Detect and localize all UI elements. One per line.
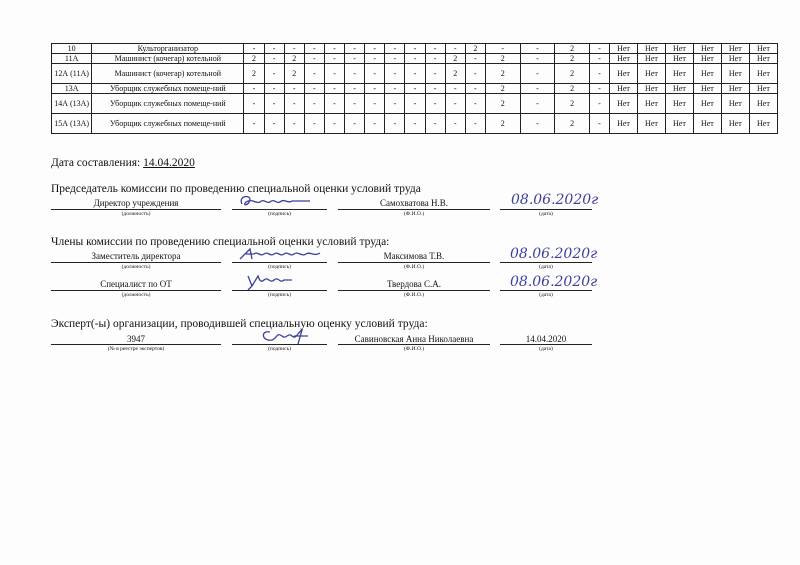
table-cell: - xyxy=(365,94,385,114)
table-cell: - xyxy=(589,94,609,114)
expert-name-rule xyxy=(338,344,490,345)
table-cell: - xyxy=(520,44,555,54)
table-cell: - xyxy=(465,64,485,84)
table-cell: Нет xyxy=(610,64,638,84)
table-cell: - xyxy=(445,44,465,54)
table-cell: - xyxy=(385,94,405,114)
table-cell: Нет xyxy=(721,54,749,64)
caption-fio: (Ф.И.О.) xyxy=(403,346,425,352)
member-2-role: Специалист по ОТ xyxy=(100,279,172,289)
table-cell: Нет xyxy=(637,54,665,64)
table-cell: - xyxy=(405,64,425,84)
caption-fio: (Ф.И.О.) xyxy=(403,292,425,298)
member-1-name: Максимова Т.В. xyxy=(383,251,445,261)
table-cell: Нет xyxy=(693,54,721,64)
row-position: Машинист (кочегар) котельной xyxy=(92,64,244,84)
row-number: 11А xyxy=(52,54,92,64)
table-cell: - xyxy=(324,54,344,64)
member-1-role: Заместитель директора xyxy=(91,251,181,261)
table-cell: Нет xyxy=(610,44,638,54)
caption-date: (дата) xyxy=(539,292,553,298)
table-cell: - xyxy=(589,114,609,134)
table-cell: Нет xyxy=(665,84,693,94)
table-cell: - xyxy=(264,94,284,114)
table-cell: - xyxy=(324,64,344,84)
table-cell: - xyxy=(405,44,425,54)
table-cell: - xyxy=(485,44,520,54)
row-number: 10 xyxy=(52,44,92,54)
table-cell: Нет xyxy=(665,94,693,114)
caption-signature: (подпись) xyxy=(268,292,291,298)
expert-date: 14.04.2020 xyxy=(525,334,567,344)
table-cell: 2 xyxy=(465,44,485,54)
member-1-role-rule xyxy=(51,262,221,263)
table-cell: - xyxy=(465,114,485,134)
table-cell: - xyxy=(520,114,555,134)
compiled-line xyxy=(51,157,195,169)
table-cell: - xyxy=(589,64,609,84)
row-number: 13А xyxy=(52,84,92,94)
table-cell: - xyxy=(465,94,485,114)
table-cell: - xyxy=(324,94,344,114)
table-cell: - xyxy=(520,94,555,114)
table-cell: Нет xyxy=(693,84,721,94)
table-cell: Нет xyxy=(749,94,777,114)
member-1-name-rule xyxy=(338,262,490,263)
row-number: 14А (13А) xyxy=(52,94,92,114)
table-cell: - xyxy=(264,64,284,84)
table-cell: - xyxy=(345,64,365,84)
chair-role: Директор учреждения xyxy=(93,198,179,208)
chair-name: Самохватова Н.В. xyxy=(379,198,449,208)
member-2-role-rule xyxy=(51,290,221,291)
table-cell: 2 xyxy=(244,64,264,84)
compiled-date: 14.04.2020 xyxy=(143,157,195,169)
table-cell: - xyxy=(385,44,405,54)
table-cell: - xyxy=(589,84,609,94)
table-cell: - xyxy=(304,44,324,54)
table-cell: - xyxy=(345,44,365,54)
table-cell: Нет xyxy=(665,64,693,84)
table-cell: - xyxy=(405,94,425,114)
caption-date: (дата) xyxy=(539,264,553,270)
table-cell: Нет xyxy=(749,84,777,94)
table-cell: - xyxy=(284,44,304,54)
expert-registry-number: 3947 xyxy=(127,334,145,344)
member-2-date-rule xyxy=(500,290,592,291)
table-cell: - xyxy=(589,44,609,54)
table-cell: - xyxy=(425,84,445,94)
table-row xyxy=(52,54,778,64)
table-cell: - xyxy=(445,94,465,114)
table-cell: - xyxy=(365,54,385,64)
table-cell: - xyxy=(345,114,365,134)
table-cell: Нет xyxy=(637,94,665,114)
caption-signature: (подпись) xyxy=(268,346,291,352)
table-cell: Нет xyxy=(749,114,777,134)
table-cell: - xyxy=(345,54,365,64)
members-heading: Члены комиссии по проведению специальной оценки условий труда: xyxy=(51,236,390,248)
expert-number-rule xyxy=(51,344,221,345)
table-cell: - xyxy=(445,114,465,134)
member-2-date-handwritten: 08.06.2020г xyxy=(510,274,598,290)
table-cell: - xyxy=(345,94,365,114)
table-cell: Нет xyxy=(637,64,665,84)
table-cell: 2 xyxy=(485,64,520,84)
table-cell: - xyxy=(425,94,445,114)
table-cell: Нет xyxy=(693,64,721,84)
caption-position: (должность) xyxy=(121,264,151,270)
row-position: Культорганизатор xyxy=(92,44,244,54)
table-cell: - xyxy=(385,84,405,94)
member-1-date-rule xyxy=(500,262,592,263)
table-cell: Нет xyxy=(665,44,693,54)
table-cell: Нет xyxy=(721,94,749,114)
table-cell: - xyxy=(244,114,264,134)
table-cell: - xyxy=(445,84,465,94)
table-cell: - xyxy=(264,84,284,94)
table-cell: - xyxy=(284,94,304,114)
caption-signature: (подпись) xyxy=(268,264,291,270)
table-cell: - xyxy=(520,54,555,64)
table-cell: - xyxy=(264,114,284,134)
table-cell: Нет xyxy=(665,114,693,134)
table-cell: Нет xyxy=(721,114,749,134)
chair-heading: Председатель комиссии по проведению специальной оценки условий труда xyxy=(51,183,421,195)
table-cell: 2 xyxy=(555,114,590,134)
member-2-name: Твердова С.А. xyxy=(386,279,442,289)
table-cell: - xyxy=(425,64,445,84)
table-cell: Нет xyxy=(693,94,721,114)
table-cell: - xyxy=(264,54,284,64)
expert-heading: Эксперт(-ы) организации, проводившей специальную оценку условий труда: xyxy=(51,318,428,330)
table-cell: - xyxy=(304,94,324,114)
row-position: Уборщик служебных помеще-ний xyxy=(92,94,244,114)
row-number: 12А (11А) xyxy=(52,64,92,84)
table-cell: 2 xyxy=(485,114,520,134)
table-cell: Нет xyxy=(693,44,721,54)
table-cell: - xyxy=(365,44,385,54)
caption-date: (дата) xyxy=(539,211,553,217)
chair-name-rule xyxy=(338,209,490,210)
table-cell: - xyxy=(244,84,264,94)
expert-name: Савиновская Анна Николаевна xyxy=(354,334,474,344)
table-cell: - xyxy=(345,84,365,94)
table-cell: Нет xyxy=(610,54,638,64)
table-cell: - xyxy=(385,54,405,64)
row-position: Уборщик служебных помеще-ний xyxy=(92,84,244,94)
table-cell: 2 xyxy=(284,54,304,64)
table-cell: - xyxy=(405,114,425,134)
table-cell: - xyxy=(425,54,445,64)
expert-signature xyxy=(258,326,322,348)
table-cell: - xyxy=(385,114,405,134)
table-cell: 2 xyxy=(485,94,520,114)
table-cell: - xyxy=(324,44,344,54)
chair-date-handwritten: 08.06.2020г xyxy=(511,192,599,208)
table-cell: - xyxy=(405,54,425,64)
table-cell: 2 xyxy=(555,54,590,64)
table-row xyxy=(52,84,778,94)
table-cell: Нет xyxy=(721,84,749,94)
table-cell: - xyxy=(304,114,324,134)
table-cell: - xyxy=(385,64,405,84)
row-position: Машинист (кочегар) котельной xyxy=(92,54,244,64)
table-cell: Нет xyxy=(610,84,638,94)
table-cell: Нет xyxy=(610,94,638,114)
table-cell: 2 xyxy=(485,84,520,94)
row-number: 15А (13А) xyxy=(52,114,92,134)
expert-date-rule xyxy=(500,344,592,345)
table-cell: Нет xyxy=(749,54,777,64)
table-cell: - xyxy=(324,114,344,134)
member-2-name-rule xyxy=(338,290,490,291)
caption-registry: (№ в реестре экспертов) xyxy=(107,346,165,352)
table-cell: - xyxy=(304,84,324,94)
table-cell: Нет xyxy=(721,44,749,54)
table-cell: Нет xyxy=(665,54,693,64)
table-cell: 2 xyxy=(244,54,264,64)
table-cell: - xyxy=(365,114,385,134)
table-row xyxy=(52,114,778,134)
caption-signature: (подпись) xyxy=(268,211,291,217)
table-cell: - xyxy=(465,84,485,94)
table-cell: - xyxy=(405,84,425,94)
table-cell: 2 xyxy=(555,84,590,94)
table-cell: - xyxy=(304,64,324,84)
caption-fio: (Ф.И.О.) xyxy=(403,264,425,270)
table-cell: 2 xyxy=(485,54,520,64)
table-cell: - xyxy=(365,64,385,84)
table-cell: - xyxy=(365,84,385,94)
member-2-signature xyxy=(244,272,304,292)
table-cell: 2 xyxy=(284,64,304,84)
table-cell: - xyxy=(244,44,264,54)
table-cell: - xyxy=(244,94,264,114)
chair-signature xyxy=(236,192,326,212)
member-1-date-handwritten: 08.06.2020г xyxy=(510,246,598,262)
table-row xyxy=(52,94,778,114)
caption-position: (должность) xyxy=(121,292,151,298)
caption-fio: (Ф.И.О.) xyxy=(403,211,425,217)
chair-role-rule xyxy=(51,209,221,210)
table-cell: Нет xyxy=(721,64,749,84)
table-cell: 2 xyxy=(555,44,590,54)
table-cell: - xyxy=(324,84,344,94)
table-cell: - xyxy=(589,54,609,64)
table-cell: - xyxy=(520,84,555,94)
table-cell: Нет xyxy=(637,84,665,94)
table-cell: - xyxy=(465,54,485,64)
compiled-label: Дата составления: xyxy=(51,157,141,169)
table-cell: Нет xyxy=(637,114,665,134)
table-cell: Нет xyxy=(693,114,721,134)
table-cell: - xyxy=(425,44,445,54)
caption-date: (дата) xyxy=(539,346,553,352)
table-cell: 2 xyxy=(555,94,590,114)
table-cell: Нет xyxy=(749,44,777,54)
table-cell: - xyxy=(520,64,555,84)
row-position: Уборщик служебных помеще-ний xyxy=(92,114,244,134)
table-cell: 2 xyxy=(445,54,465,64)
chair-date-rule xyxy=(500,209,592,210)
table-cell: 2 xyxy=(555,64,590,84)
member-1-signature xyxy=(236,245,331,265)
results-table xyxy=(51,43,778,134)
table-cell: - xyxy=(284,84,304,94)
table-cell: - xyxy=(304,54,324,64)
table-cell: 2 xyxy=(445,64,465,84)
table-cell: Нет xyxy=(610,114,638,134)
table-cell: Нет xyxy=(749,64,777,84)
table-row xyxy=(52,44,778,54)
table-cell: Нет xyxy=(637,44,665,54)
table-row xyxy=(52,64,778,84)
table-cell: - xyxy=(425,114,445,134)
table-cell: - xyxy=(284,114,304,134)
table-cell: - xyxy=(264,44,284,54)
caption-position: (должность) xyxy=(121,211,151,217)
